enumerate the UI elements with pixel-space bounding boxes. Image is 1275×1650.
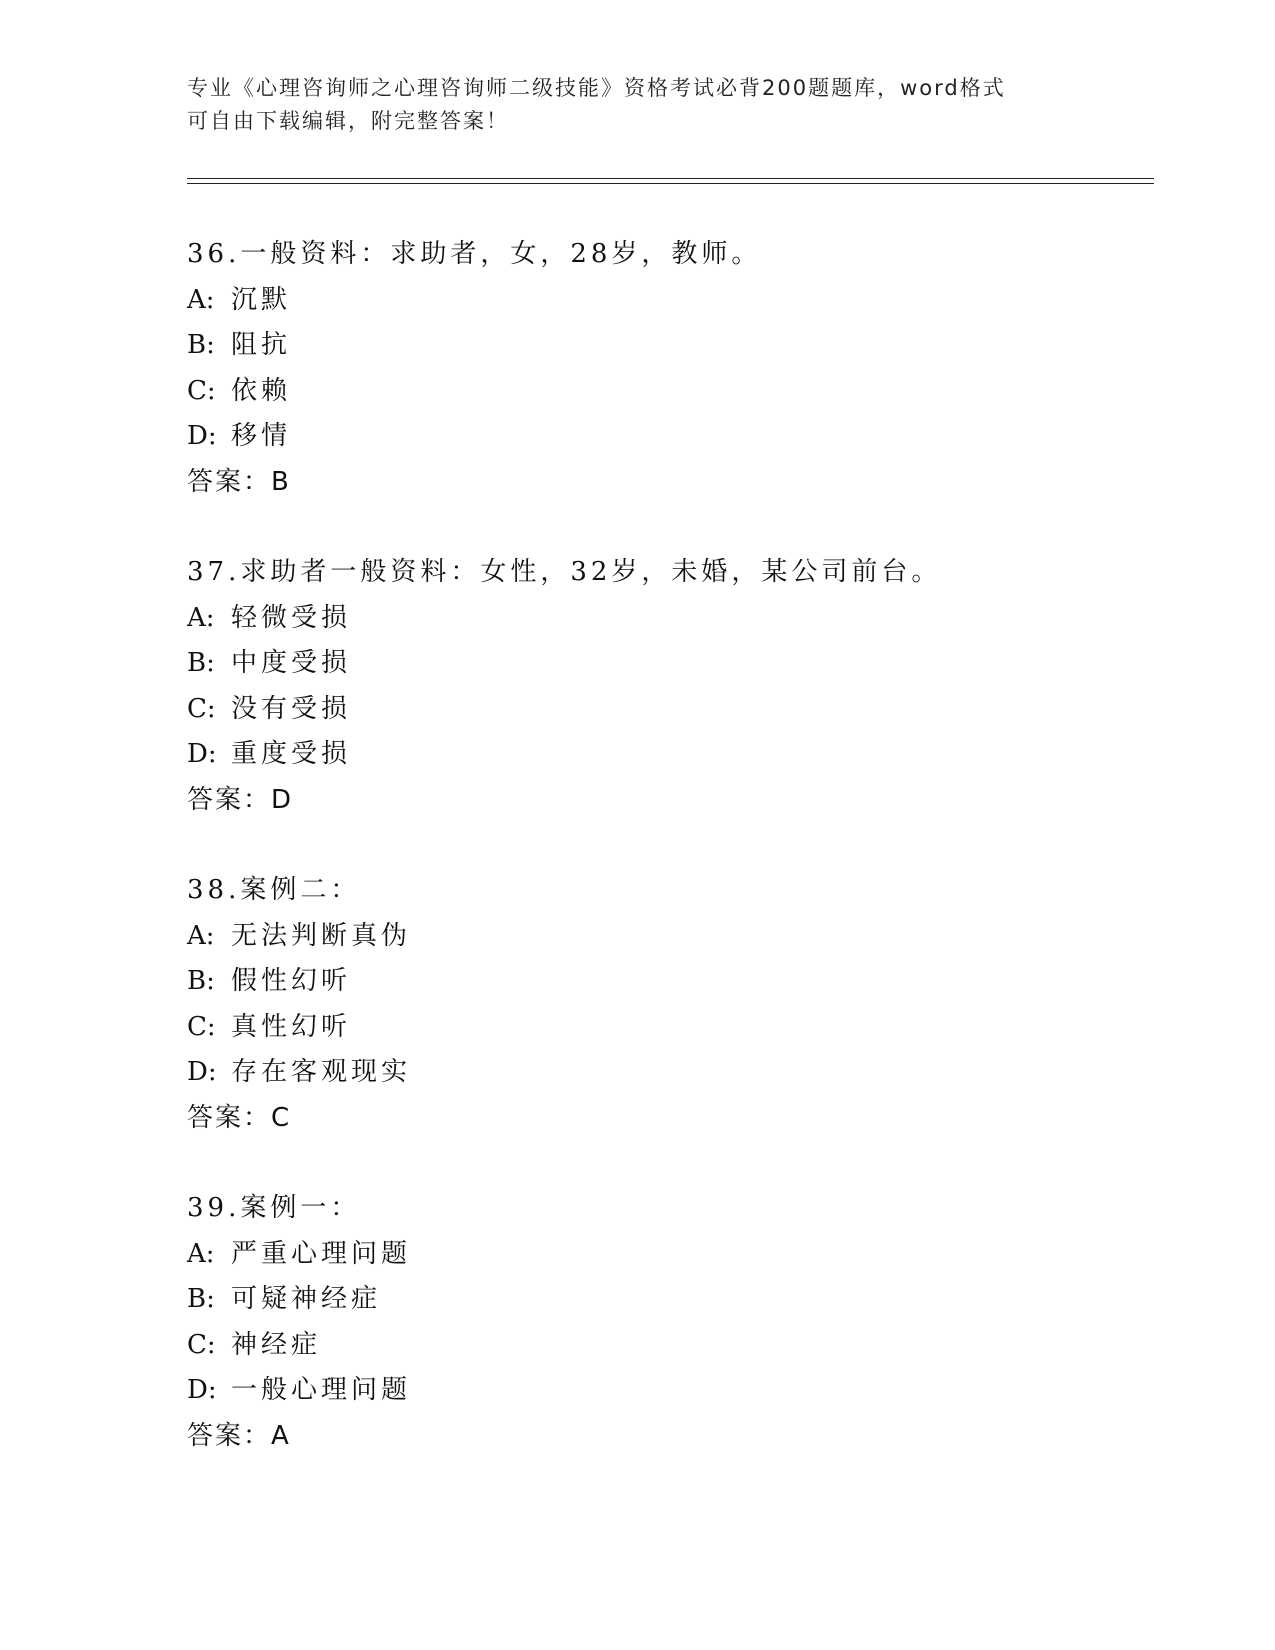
option-letter: C: bbox=[187, 693, 216, 724]
answer-line: 答案：B bbox=[187, 466, 291, 497]
option-text: 沉默 bbox=[231, 284, 292, 315]
option-letter: C: bbox=[187, 1329, 216, 1360]
option-letter: D: bbox=[187, 739, 217, 769]
question-stem: 37.求助者一般资料：女性，32岁，未婚，某公司前台。 bbox=[187, 557, 942, 587]
option-text: 移情 bbox=[231, 421, 292, 451]
header-divider-bottom bbox=[187, 183, 1154, 184]
option-d bbox=[187, 414, 1147, 460]
option-b bbox=[187, 1277, 1147, 1323]
option-text: 没有受损 bbox=[231, 693, 352, 724]
header-divider-top bbox=[187, 178, 1154, 179]
option-letter: D: bbox=[187, 1057, 217, 1087]
option-letter: C: bbox=[187, 1011, 216, 1042]
option-letter: B: bbox=[187, 648, 215, 678]
option-b bbox=[187, 641, 1147, 687]
option-c bbox=[187, 687, 1147, 733]
question-stem: 38.案例二： bbox=[187, 875, 361, 905]
option-c bbox=[187, 369, 1147, 415]
option-text: 假性幻听 bbox=[231, 966, 352, 996]
option-text: 重度受损 bbox=[231, 739, 352, 769]
header-line-1: 专业《心理咨询师之心理咨询师二级技能》资格考试必背200题题库，word格式 bbox=[187, 76, 1006, 100]
option-text: 轻微受损 bbox=[231, 602, 352, 633]
option-text: 一般心理问题 bbox=[231, 1375, 412, 1405]
option-a bbox=[187, 278, 1147, 324]
document-header bbox=[187, 72, 1087, 138]
option-text: 依赖 bbox=[231, 375, 292, 406]
option-text: 存在客观现实 bbox=[231, 1057, 412, 1087]
option-letter: C: bbox=[187, 375, 216, 406]
option-letter: D: bbox=[187, 1375, 217, 1405]
option-letter: A: bbox=[187, 1238, 215, 1269]
option-d bbox=[187, 732, 1147, 778]
option-a bbox=[187, 914, 1147, 960]
option-a bbox=[187, 1232, 1147, 1278]
option-text: 真性幻听 bbox=[231, 1011, 352, 1042]
option-text: 严重心理问题 bbox=[231, 1238, 412, 1269]
question-stem: 36.一般资料：求助者，女，28岁，教师。 bbox=[187, 239, 762, 269]
question-36 bbox=[187, 232, 1147, 505]
option-letter: B: bbox=[187, 1284, 215, 1314]
header-line-2: 可自由下载编辑，附完整答案！ bbox=[187, 109, 509, 133]
question-stem: 39.案例一： bbox=[187, 1193, 361, 1223]
option-letter: A: bbox=[187, 920, 215, 951]
question-38 bbox=[187, 868, 1147, 1141]
answer-line: 答案：C bbox=[187, 1102, 292, 1133]
option-text: 无法判断真伪 bbox=[231, 920, 412, 951]
option-b bbox=[187, 323, 1147, 369]
option-text: 神经症 bbox=[231, 1329, 322, 1360]
option-a bbox=[187, 596, 1147, 642]
option-text: 可疑神经症 bbox=[231, 1284, 382, 1314]
option-c bbox=[187, 1005, 1147, 1051]
answer-line: 答案：A bbox=[187, 1420, 291, 1451]
option-text: 中度受损 bbox=[231, 648, 352, 678]
question-37 bbox=[187, 550, 1147, 823]
option-c bbox=[187, 1323, 1147, 1369]
option-letter: A: bbox=[187, 602, 215, 633]
option-letter: D: bbox=[187, 421, 217, 451]
question-39 bbox=[187, 1186, 1147, 1459]
option-text: 阻抗 bbox=[231, 330, 292, 360]
option-d bbox=[187, 1050, 1147, 1096]
option-letter: B: bbox=[187, 330, 215, 360]
option-letter: B: bbox=[187, 966, 215, 996]
option-letter: A: bbox=[187, 284, 215, 315]
option-b bbox=[187, 959, 1147, 1005]
answer-line: 答案：D bbox=[187, 784, 294, 815]
option-d bbox=[187, 1368, 1147, 1414]
